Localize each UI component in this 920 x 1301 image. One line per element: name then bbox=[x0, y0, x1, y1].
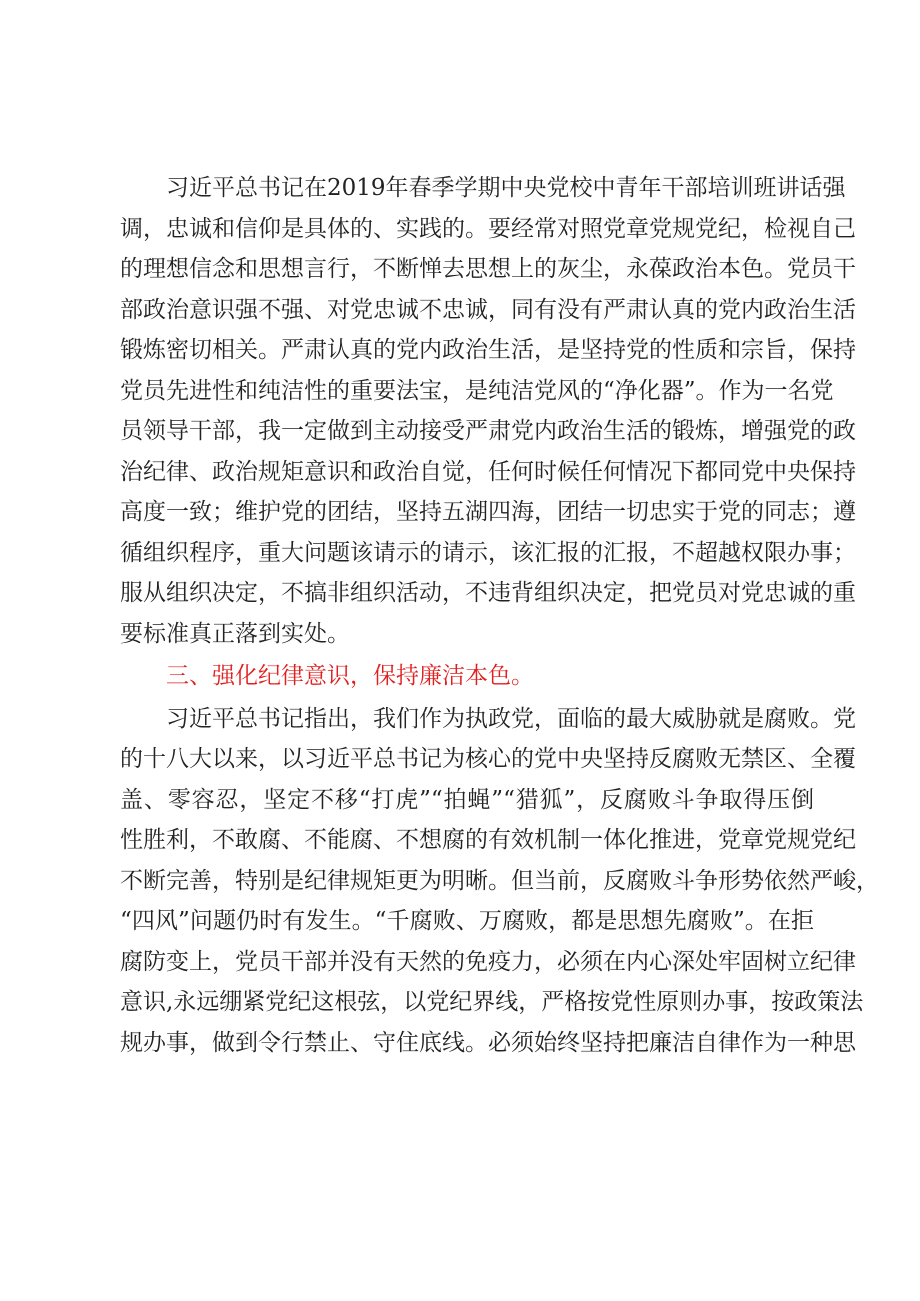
section-heading: 三、强化纪律意识，保持廉洁本色。 bbox=[166, 663, 534, 689]
text-line: 规办事，做到令行禁止、守住底线。必须始终坚持把廉洁自律作为一种思 bbox=[120, 1029, 856, 1056]
text-line: 循组织程序，重大问题该请示的请示，该汇报的汇报，不超越权限办事； bbox=[120, 539, 856, 566]
text-line: 习近平总书记在2019年春季学期中央党校中青年干部培训班讲话强 bbox=[166, 175, 846, 201]
text-line: 调，忠诚和信仰是具体的、实践的。要经常对照党章党规党纪，检视自己 bbox=[120, 215, 856, 242]
text-line: 要标准真正落到实处。 bbox=[120, 620, 350, 647]
text-line: 意识,永远绷紧党纪这根弦，以党纪界线，严格按党性原则办事，按政策法 bbox=[120, 989, 864, 1015]
text-line: 腐防变上，党员干部并没有天然的免疫力，必须在内心深处牢固树立纪律 bbox=[120, 948, 856, 975]
text-line: 的理想信念和思想言行，不断惮去思想上的灰尘，永葆政治本色。党员干 bbox=[120, 256, 856, 282]
text-line: 习近平总书记指出，我们作为执政党，面临的最大威胁就是腐败。党 bbox=[166, 705, 856, 732]
text-line: 高度一致；维护党的团结，坚持五湖四海，团结一切忠实于党的同志；遵 bbox=[120, 499, 856, 525]
text-line: 锻炼密切相关。严肃认真的党内政治生活，是坚持党的性质和宗旨，保持 bbox=[120, 337, 856, 363]
text-line: 党员先进性和纯洁性的重要法宝，是纯洁党风的“净化器”。作为一名党 bbox=[120, 377, 834, 404]
text-line: 服从组织决定，不搞非组织活动，不违背组织决定，把党员对党忠诚的重 bbox=[120, 580, 856, 606]
paragraph-loyalty bbox=[120, 168, 856, 654]
text-line: 盖、零容忍，坚定不移“打虎”“拍蝇”“猎狐”，反腐败斗争取得压倒 bbox=[120, 786, 814, 813]
paragraph-discipline bbox=[120, 699, 879, 1064]
document-body bbox=[120, 168, 879, 1063]
text-line: 部政治意识强不强、对党忠诚不忠诚，同有没有严肃认真的党内政治生活 bbox=[120, 296, 856, 323]
text-line: 不断完善，特别是纪律规矩更为明晰。但当前，反腐败斗争形势依然严峻， bbox=[120, 867, 879, 894]
text-line: 治纪律、政治规矩意识和政治自觉，任何时候任何情况下都同党中央保持 bbox=[120, 458, 856, 485]
text-line: 员领导干部，我一定做到主动接受严肃党内政治生活的锻炼，增强党的政 bbox=[120, 418, 856, 444]
text-line: 性胜利，不敢腐、不能腐、不想腐的有效机制一体化推进，党章党规党纪 bbox=[120, 827, 856, 853]
text-line: 的十八大以来，以习近平总书记为核心的党中央坚持反腐败无禁区、全覆 bbox=[120, 746, 856, 772]
text-line: “四风”问题仍时有发生。“千腐败、万腐败，都是思想先腐败”。在拒 bbox=[120, 908, 814, 934]
